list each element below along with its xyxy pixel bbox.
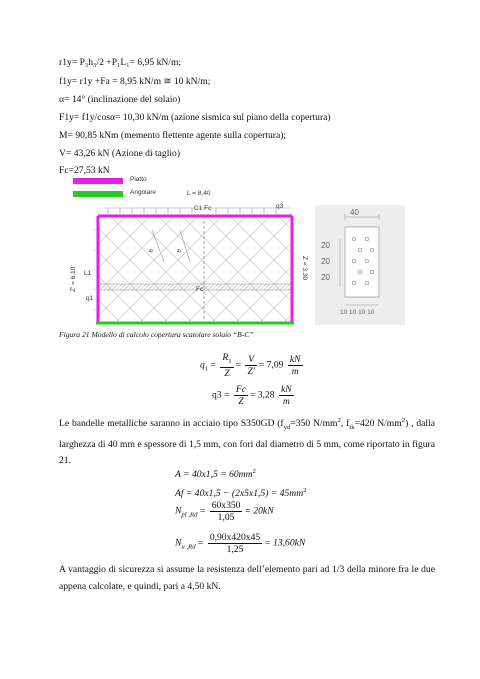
calc-npl: $N_{pl ,Rd}$ = $\frac{60x350}{1,05}$ = 20kN [175,500,274,523]
q1-d1: Z [224,367,230,379]
p1-fyd-sub: yd [283,424,291,432]
section-v2-label: 20 [321,257,330,266]
p1-sup2: 2 [401,417,406,424]
p1-part3: =350 N/mm [290,418,338,430]
calc-nu: $N_{u ,Rd}$ = $\frac{0,90x420x45}{1,25}$ = 13,60kN [175,532,306,555]
q1-lhs: q [200,359,205,371]
dim-length-label: L = 8,40 [187,190,211,197]
left-load-arrows [94,230,96,310]
npl-lhs: N [175,505,182,517]
section-v1-label: 20 [321,241,330,250]
npl-sub: pl ,Rd [181,511,198,519]
nu-sub: u ,Rd [181,543,196,551]
paragraph-steel [59,413,435,470]
p1-part1: Le bandelle metalliche saranno in acciaio tipo S350GD (f [59,418,284,430]
p1-sup1: 2 [337,417,341,424]
b-label-1: B [148,248,156,254]
q1-n1-sub: 1 [228,357,232,365]
middle-beam [98,284,292,290]
q1-label: q1 [86,295,94,302]
paragraph-conclusion: A vantaggio di sicurezza si assume la resistenza dell’elemento pari ad 1/3 della minore fra le due appena calcolate, e quindi, pari a 4,50 kN. [59,564,435,592]
z-left-label: Z' = 6,10 [70,266,77,292]
b-label-2: B [176,248,184,254]
l1-label: L1 [84,270,92,277]
nu-den: 1,25 [226,544,244,555]
q1-n2: V [245,354,256,366]
p1-part9: ) , dalla larghezza di 40 mm e spessore di 1,5 mm, con fori dal diametro di 5 mm, come riportato in figura 21. [59,418,436,467]
nu-num: 0,90x420x45 [209,532,261,543]
nu-lhs: N [175,537,182,549]
text-line-moment: M= 90,85 kNm (memento flettente agente sulla copertura); [59,130,287,141]
c1-fc-label: C1 Fc [194,205,212,212]
calc-area [175,468,256,480]
text-line-f1y: f1y= r1y +Fa = 8,95 kN/m ≅ 10 kN/m; [59,76,211,87]
calc-area-sup: 2 [252,468,256,475]
text-line-F1y: F1y= f1y/cosα= 10,30 kN/m (azione sismica sul piano della copertura) [59,112,331,123]
q1-lhs-sub: 1 [204,365,209,373]
nu-value: = 13,60kN [264,537,306,549]
p1-part7: =420 N/mm [354,418,402,430]
q3-label: q3 [276,203,284,210]
legend-label-angolare: Angolare [130,189,157,196]
fc-label: Fc [196,286,204,293]
text-line-r1y: r1y= P₃h₃/2 +P₁L₁= 6,95 kN/m; [59,57,182,68]
calc-net-area-text: Af = 40x1,5 − (2x5x1,5) = 45mm [175,488,304,500]
figure-caption: Figura 21 Modello di calcolo copertura scatolare solaio “B-C” [59,330,254,339]
legend-swatch-piatto [73,178,123,184]
calc-net-area-sup: 2 [303,487,307,494]
equation-q3 [212,384,296,407]
plate-outline [345,227,379,297]
legend-label-piatto: Piatto [130,176,147,183]
section-bottom-label: 10 10 10 10 [340,309,375,316]
roof-model-diagram [94,200,300,328]
p1-part5: , f [340,418,350,430]
q3-d: Z [238,396,244,407]
q1-value: = 7,09 [258,359,284,371]
calc-area-text: A = 40x1,5 = 60mm [175,469,253,481]
npl-num: 60x350 [211,500,241,511]
npl-value: = 20kN [244,505,274,517]
q1-unit-num: kN [289,353,301,365]
text-line-alpha: α= 14° (inclinazione del solaio) [59,94,181,105]
q3-value: = 3,28 [249,389,275,401]
npl-den: 1,05 [217,512,235,523]
equation-q1: $q_1$ = $\frac{R_1}{Z}$ = $\frac{V}{Z'}$ = 7,09 $\frac{kN}{m}$ [200,352,301,379]
z-right-label: Z = 3,30 [301,256,308,281]
q1-d2: Z' [247,365,255,377]
q1-unit-den: m [291,365,299,377]
q1-n1: R [222,352,229,363]
text-line-shear: V= 43,26 kN (Azione di taglio) [59,148,181,159]
calc-net-area [175,487,306,499]
section-v3-label: 20 [321,273,330,282]
legend-swatch-angolare [73,191,123,197]
q3-unit-num: kN [280,384,292,395]
q3-n: Fc [235,384,246,395]
slab-hatch [98,216,292,321]
q3-lhs: q3 = [212,389,230,401]
q3-unit-den: m [282,396,290,407]
text-line-fc: Fc=27,53 kN [59,165,110,176]
section-width-label: 40 [350,208,359,217]
p1-ftk-sub: tk [349,424,355,432]
